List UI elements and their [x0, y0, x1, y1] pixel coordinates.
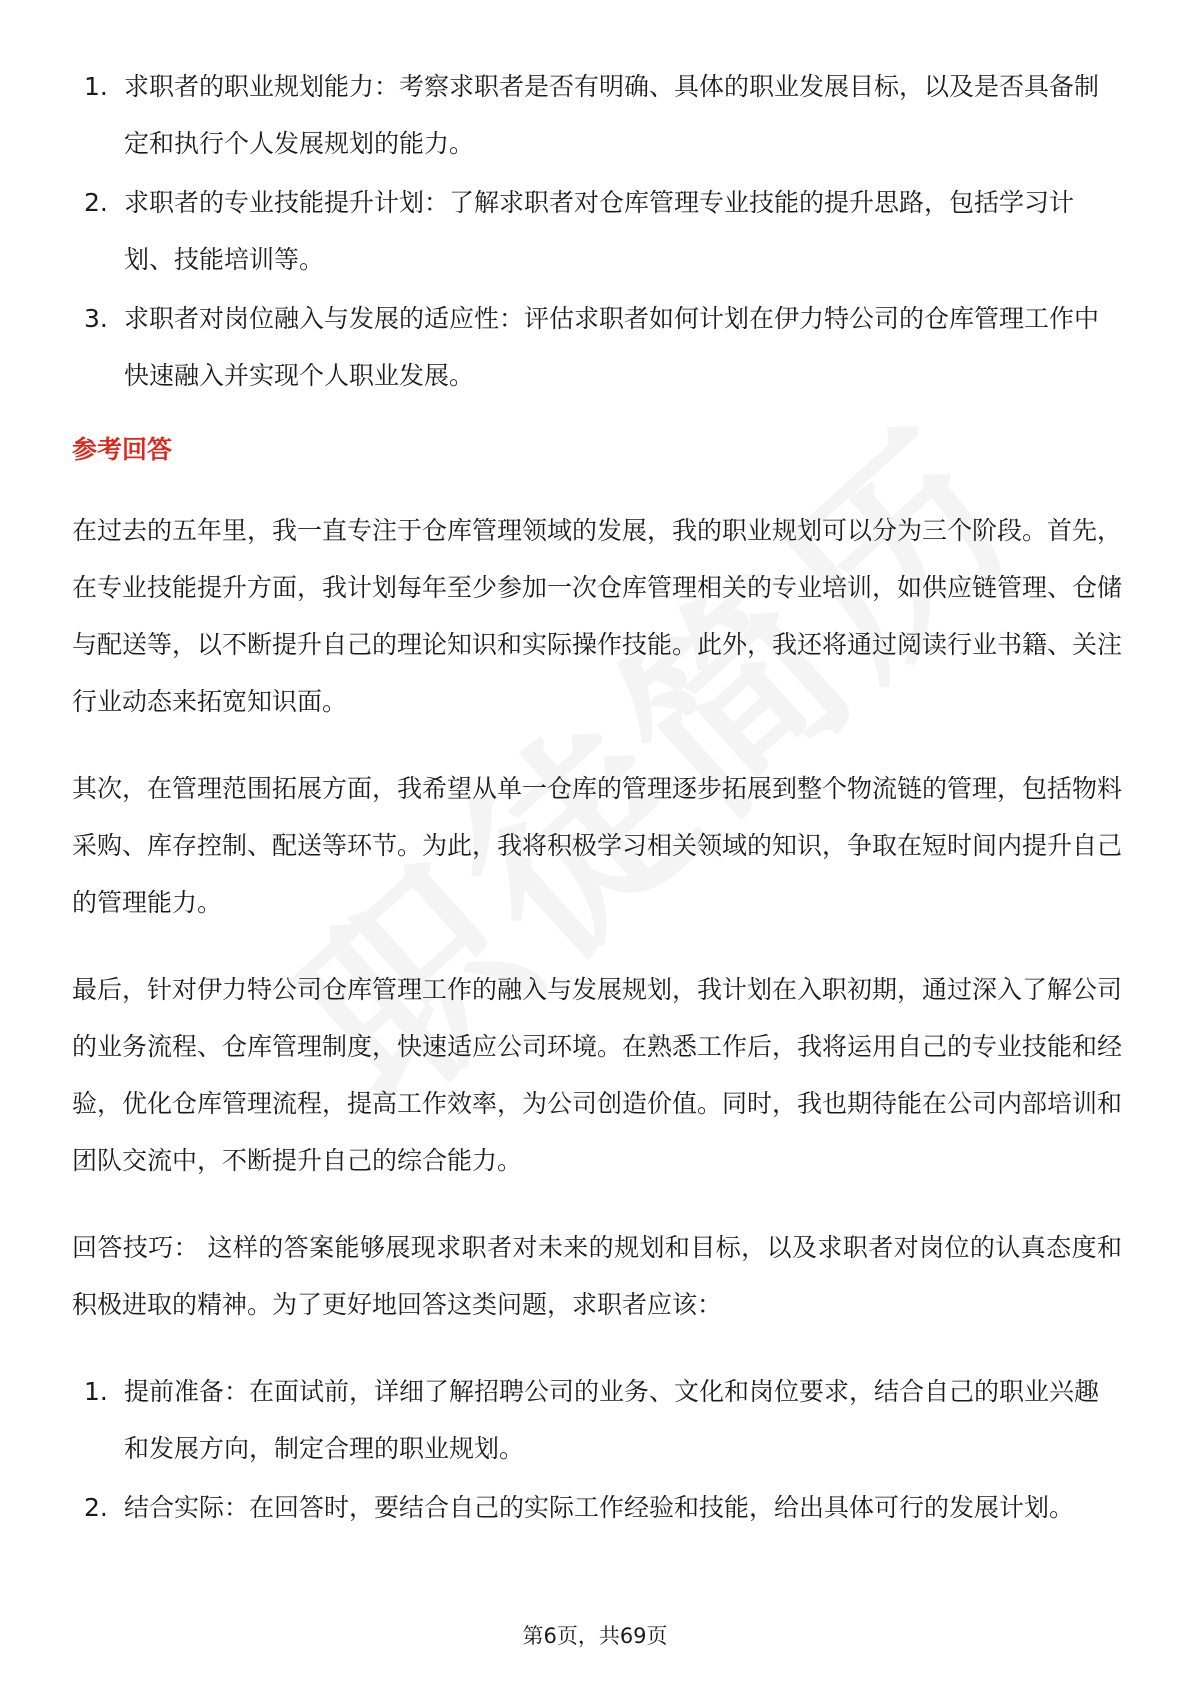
- reference-answer-heading: 参考回答: [72, 435, 173, 464]
- list-item-text: 提前准备：在面试前，详细了解招聘公司的业务、文化和岗位要求，结合自己的职业兴趣和发展方向，制定合理的职业规划。: [124, 1377, 1100, 1463]
- list-item-number: 2.: [84, 1493, 108, 1522]
- list-item: [72, 58, 1122, 172]
- answer-paragraph-3: 最后，针对伊力特公司仓库管理工作的融入与发展规划，我计划在入职初期，通过深入了解公司的业务流程、仓库管理制度，快速适应公司环境。在熟悉工作后，我将运用自己的专业技能和经验，优化仓库管理流程，提高工作效率，为公司创造价值。同时，我也期待能在公司内部培训和团队交流中，不断提升自己的综合能力。: [72, 975, 1123, 1175]
- list-item-text: 求职者的职业规划能力：考察求职者是否有明确、具体的职业发展目标，以及是否具备制定和执行个人发展规划的能力。: [124, 72, 1100, 158]
- list-item-text: 求职者对岗位融入与发展的适应性：评估求职者如何计划在伊力特公司的仓库管理工作中快速融入并实现个人职业发展。: [124, 304, 1100, 390]
- list-item-number: 1.: [84, 72, 108, 101]
- answer-tips-paragraph: 回答技巧： 这样的答案能够展现求职者对未来的规划和目标，以及求职者对岗位的认真态度和积极进取的精神。为了更好地回答这类问题，求职者应该：: [72, 1233, 1122, 1319]
- list-item: [72, 290, 1122, 404]
- answer-paragraph-2: 其次，在管理范围拓展方面，我希望从单一仓库的管理逐步拓展到整个物流链的管理，包括物料采购、库存控制、配送等环节。为此，我将积极学习相关领域的知识，争取在短时间内提升自己的管理能力。: [72, 774, 1123, 917]
- list-item-text: 结合实际：在回答时，要结合自己的实际工作经验和技能，给出具体可行的发展计划。: [124, 1493, 1075, 1522]
- list-item: [72, 1363, 1122, 1477]
- answer-paragraph-1: 在过去的五年里，我一直专注于仓库管理领域的发展，我的职业规划可以分为三个阶段。首先，在专业技能提升方面，我计划每年至少参加一次仓库管理相关的专业培训，如供应链管理、仓储与配送等，以不断提升自己的理论知识和实际操作技能。此外，我还将通过阅读行业书籍、关注行业动态来拓宽知识面。: [72, 516, 1123, 716]
- list-item: [72, 174, 1122, 288]
- list-item-number: 2.: [84, 188, 108, 217]
- list-item: [72, 1479, 1122, 1536]
- criteria-list: [72, 58, 1122, 404]
- tips-list: [72, 1363, 1122, 1536]
- list-item-number: 3.: [84, 304, 108, 333]
- list-item-text: 求职者的专业技能提升计划：了解求职者对仓库管理专业技能的提升思路，包括学习计划、技能培训等。: [124, 188, 1075, 274]
- page-number-footer: 第6页，共69页: [522, 1624, 668, 1648]
- document-body: [72, 58, 1122, 1538]
- list-item-number: 1.: [84, 1377, 108, 1406]
